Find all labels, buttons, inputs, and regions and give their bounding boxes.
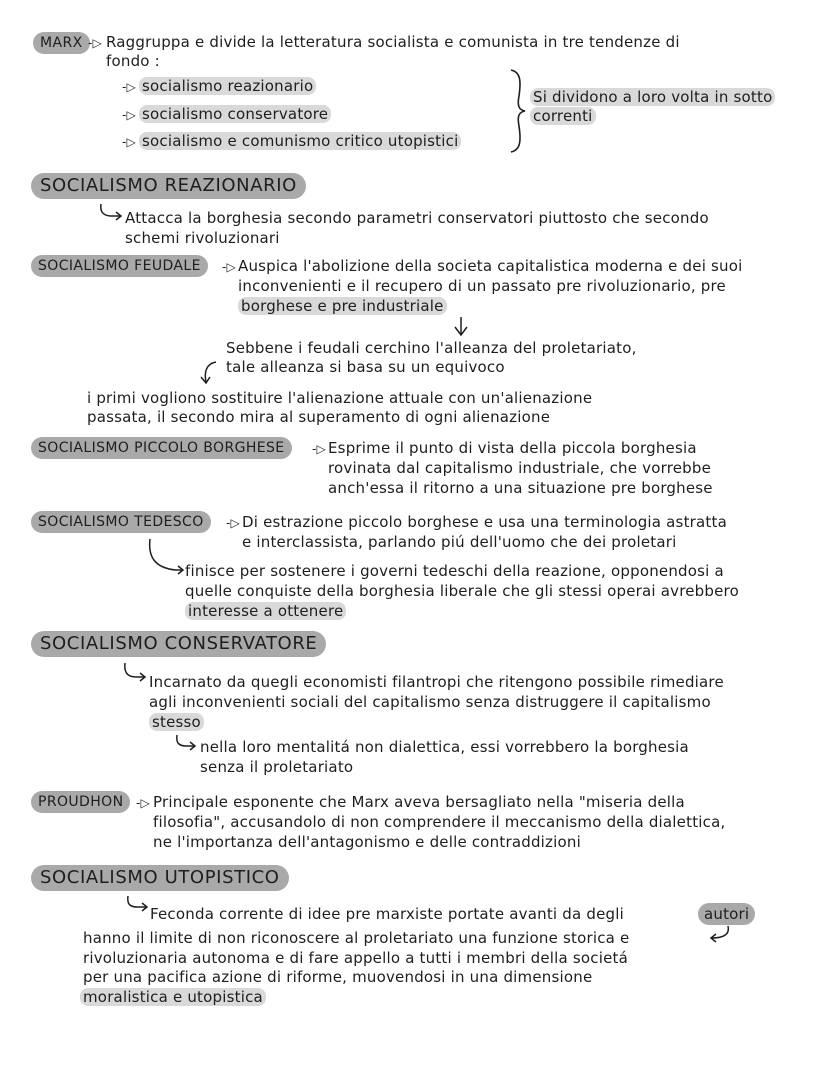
feudale-line-2: inconvenienti e il recupero di un passato pre rivoluzionario, pre [238, 277, 726, 295]
utopistico-sub-1: hanno il limite di non riconoscere al proletariato una funzione storica e [83, 929, 630, 947]
heading-socialismo-conservatore: SOCIALISMO CONSERVATORE [31, 631, 326, 657]
utopistico-sub-2: rivoluzionaria autonoma e di fare appello a tutti i membri della societá [83, 949, 629, 967]
piccolo-line-3: anch'essa il ritorno a una situazione pre borghese [328, 479, 713, 497]
turn-arrow-icon [125, 895, 151, 917]
piccolo-line-2: rovinata dal capitalismo industriale, che vorrebbe [328, 459, 712, 477]
arrow-right-icon: -▷ [222, 260, 236, 274]
feudale-sub-3: i primi vogliono sostituire l'alienazione attuale con un'alienazione [87, 389, 593, 407]
curly-brace-icon [505, 68, 529, 154]
conservatore-line-1: Incarnato da quegli economisti filantropi che ritengono possibile rimediare [149, 673, 724, 691]
label-socialismo-piccolo-borghese: SOCIALISMO PICCOLO BORGHESE [31, 437, 292, 459]
arrow-right-icon: -▷ [312, 442, 326, 456]
label-marx: MARX [33, 32, 90, 54]
heading-socialismo-utopistico: SOCIALISMO UTOPISTICO [31, 865, 289, 891]
proudhon-line-1: Principale esponente che Marx aveva bersagliato nella "miseria della [153, 793, 685, 811]
reazionario-line-1: Attacca la borghesia secondo parametri conservatori piuttosto che secondo [125, 209, 709, 227]
tedesco-line-2: e interclassista, parlando piú dell'uomo che dei proletari [242, 533, 677, 551]
arrow-right-icon: -▷ [122, 80, 136, 94]
marx-item-1: socialismo reazionario [139, 76, 316, 96]
conservatore-sub-1: nella loro mentalitá non dialettica, essi vorrebbero la borghesia [200, 738, 689, 756]
curved-arrow-icon [198, 360, 220, 386]
tedesco-line-1: Di estrazione piccolo borghese e usa una terminologia astratta [242, 513, 727, 531]
proudhon-line-3: ne l'importanza dell'antagonismo e delle contraddizioni [153, 833, 581, 851]
arrow-down-icon [453, 316, 469, 338]
brace-note-2: correnti [530, 106, 596, 126]
marx-line-2: fondo : [106, 52, 160, 70]
reazionario-line-2: schemi rivoluzionari [125, 229, 280, 247]
utopistico-sub-4: moralistica e utopistica [80, 987, 266, 1007]
turn-arrow-icon [146, 538, 186, 578]
arrow-right-icon: -▷ [122, 135, 136, 149]
conservatore-line-3: stesso [149, 712, 204, 732]
brace-note-1: Si dividono a loro volta in sotto [530, 87, 775, 107]
proudhon-line-2: filosofia", accusandolo di non comprendere il meccanismo della dialettica, [153, 813, 726, 831]
conservatore-sub-2: senza il proletariato [200, 758, 354, 776]
feudale-sub-1: Sebbene i feudali cerchino l'alleanza del proletariato, [226, 339, 637, 357]
conservatore-line-2: agli inconvenienti sociali del capitalismo senza distruggere il capitalismo [149, 693, 711, 711]
marx-item-2: socialismo conservatore [139, 104, 331, 124]
utopistico-line-1: Feconda corrente di idee pre marxiste portate avanti da degli [150, 905, 624, 923]
marx-item-3: socialismo e comunismo critico utopistici [139, 131, 461, 151]
arrow-right-icon: -▷ [226, 516, 240, 530]
feudale-line-3: borghese e pre industriale [238, 296, 447, 316]
label-proudhon: PROUDHON [31, 791, 130, 813]
feudale-line-1: Auspica l'abolizione della societa capitalistica moderna e dei suoi [238, 257, 743, 275]
utopistico-sub-3: per una pacifica azione di riforme, muovendosi in una dimensione [83, 968, 593, 986]
turn-arrow-icon [122, 662, 148, 686]
label-socialismo-feudale: SOCIALISMO FEUDALE [31, 255, 208, 277]
feudale-sub-4: passata, il secondo mira al superamento di ogni alienazione [87, 408, 551, 426]
marx-line-1: Raggruppa e divide la letteratura socialista e comunista in tre tendenze di [106, 33, 680, 51]
arrow-right-icon: -▷ [88, 36, 102, 50]
heading-socialismo-reazionario: SOCIALISMO REAZIONARIO [31, 173, 306, 199]
feudale-sub-2: tale alleanza si basa su un equivoco [226, 358, 505, 376]
tedesco-sub-3: interesse a ottenere [185, 601, 346, 621]
curved-arrow-icon [706, 924, 734, 946]
turn-arrow-icon [98, 203, 124, 223]
turn-arrow-icon [174, 734, 200, 756]
piccolo-line-1: Esprime il punto di vista della piccola borghesia [328, 439, 697, 457]
autori-highlight: autori [698, 903, 755, 925]
arrow-right-icon: -▷ [122, 108, 136, 122]
label-socialismo-tedesco: SOCIALISMO TEDESCO [31, 511, 211, 533]
tedesco-sub-2: quelle conquiste della borghesia liberale che gli stessi operai avrebbero [185, 582, 739, 600]
tedesco-sub-1: finisce per sostenere i governi tedeschi della reazione, opponendosi a [185, 562, 724, 580]
arrow-right-icon: -▷ [136, 796, 150, 810]
